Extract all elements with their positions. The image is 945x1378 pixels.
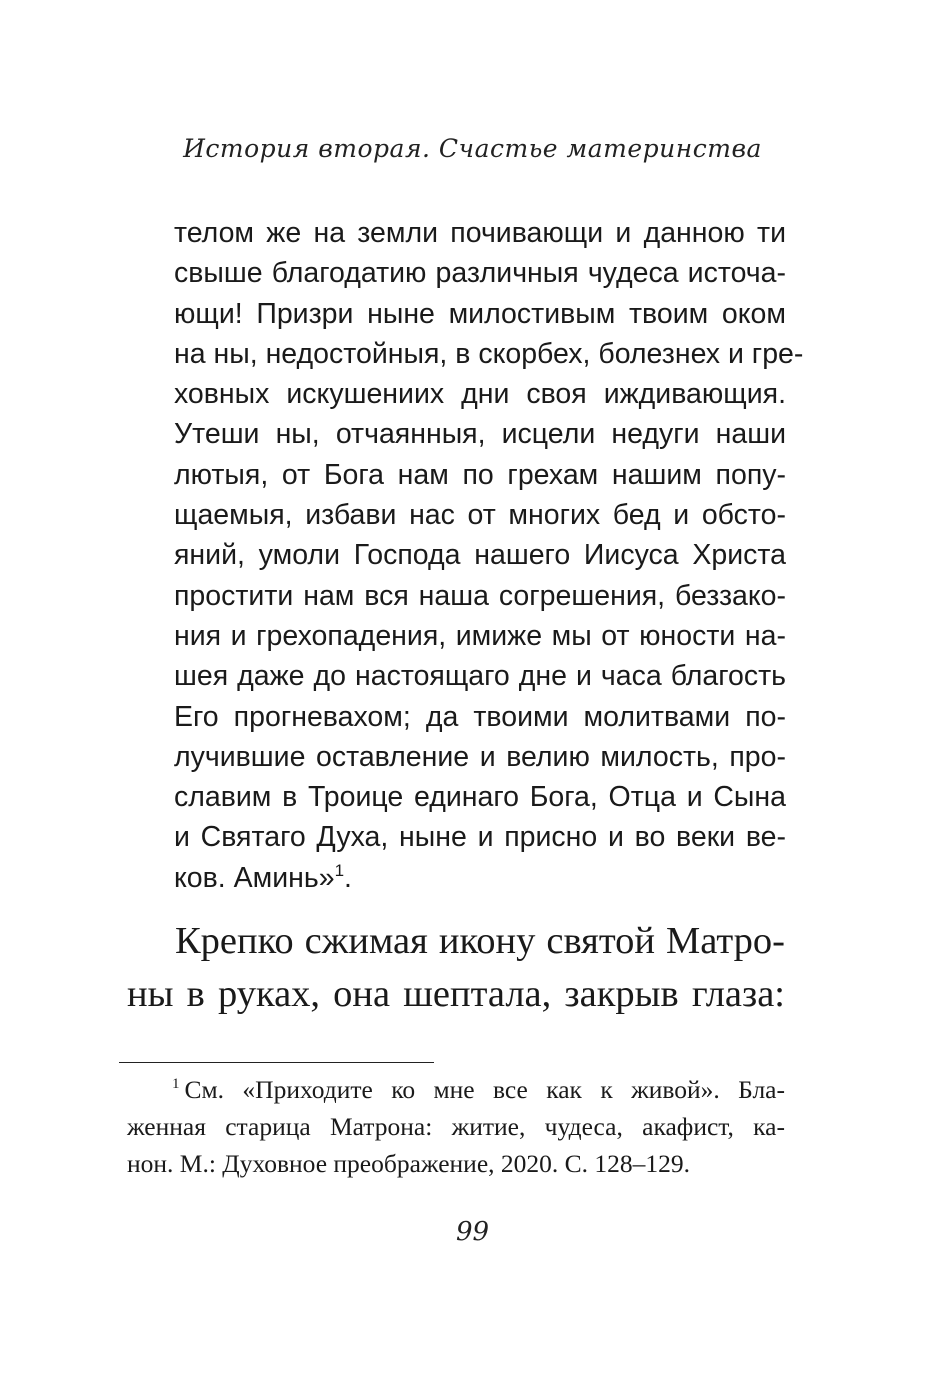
prayer-line: телом же на земли почивающи и данною ти	[174, 217, 786, 249]
footnote-line-text: См. «Приходите ко мне все как к живой». Бла-	[184, 1075, 785, 1104]
prayer-last-line-text: ков. Аминь»	[174, 861, 335, 894]
prayer-line: ющи! Призри ныне милостивым твоим оком	[174, 297, 786, 330]
footnote	[127, 1071, 785, 1182]
prayer-line: свыше благодатию различныя чудеса источа-	[174, 257, 786, 290]
prayer-last-punct: .	[344, 861, 352, 894]
prayer-line: ховных искушениих дни своя иждивающия.	[174, 378, 786, 411]
prayer-line: яний, умоли Господа нашего Иисуса Христа	[174, 539, 786, 572]
footnote-line	[127, 1071, 785, 1108]
page-number: 99	[455, 1217, 490, 1247]
running-head: История вторая. Счастье материнства	[183, 134, 762, 163]
footnote-reference[interactable]: 1	[334, 860, 345, 880]
narrative-line: Крепко сжимая икону святой Матро-	[175, 920, 785, 962]
prayer-line: и Святаго Духа, ныне и присно и во веки ве-	[174, 821, 786, 854]
prayer-text-block	[174, 213, 804, 898]
prayer-line: лютыя, от Бога нам по грехам нашим попу-	[174, 458, 786, 491]
prayer-line: простити нам вся наша согрешения, беззако-	[174, 579, 786, 612]
prayer-line: Утеши ны, отчаянныя, исцели недуги наши	[174, 418, 786, 451]
footnote-line: женная старица Матрона: житие, чудеса, акафист, ка-	[127, 1112, 785, 1141]
prayer-last-line	[174, 858, 786, 898]
prayer-line: щаемыя, избави нас от многих бед и обсто-	[174, 499, 786, 532]
prayer-line: шея даже до настоящаго дне и часа благость	[174, 660, 786, 693]
prayer-line: Его прогневахом; да твоими молитвами по-	[174, 700, 786, 733]
footnote-line: нон. М.: Духовное преображение, 2020. С. 128–129.	[127, 1149, 691, 1178]
prayer-line: на ны, недостойныя, в скорбех, болезнех и гре-	[174, 337, 804, 370]
narrative-line: ны в руках, она шептала, закрыв глаза:	[127, 973, 785, 1015]
prayer-line: славим в Троице единаго Бога, Отца и Сына	[174, 781, 786, 814]
prayer-line: лучившие оставление и велию милость, про-	[174, 740, 786, 773]
footnote-number: 1	[172, 1076, 180, 1092]
prayer-line: ния и грехопадения, имиже мы от юности на-	[174, 619, 786, 652]
footnote-separator	[119, 1062, 434, 1063]
narrative-paragraph	[127, 915, 785, 1021]
